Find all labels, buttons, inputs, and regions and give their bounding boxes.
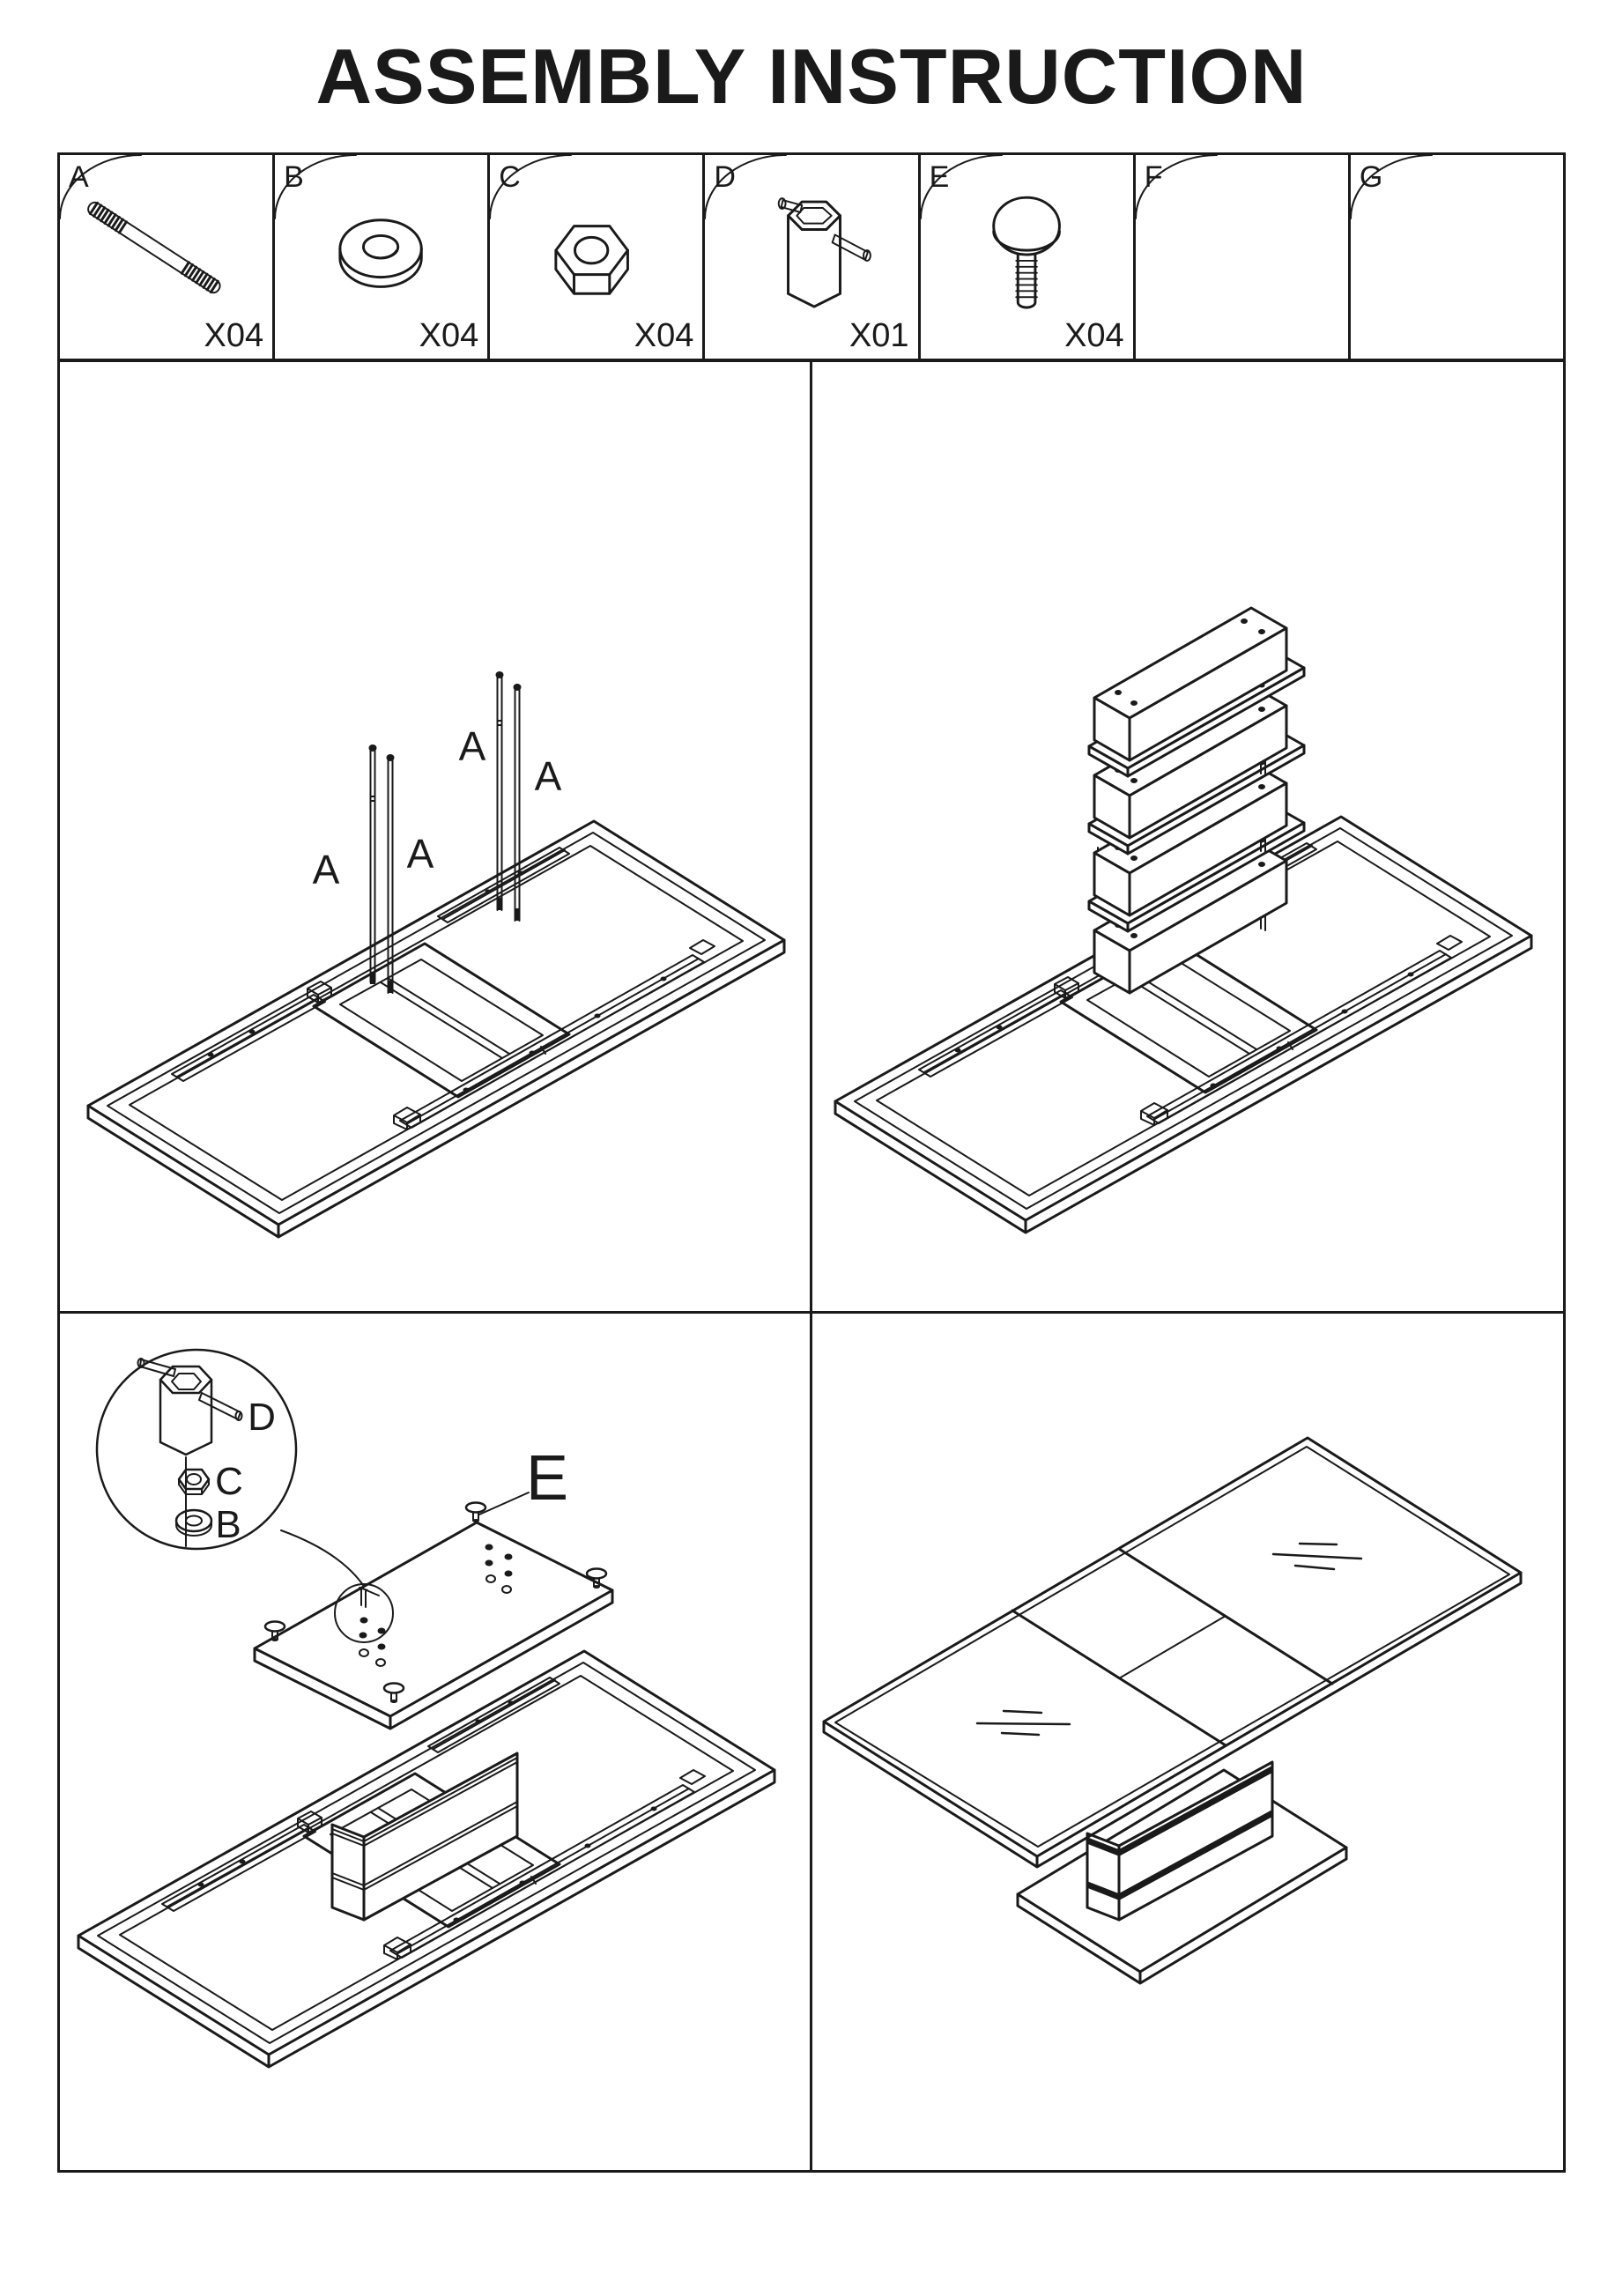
detail-magnifier-circle [97,1350,363,1585]
part-label: A [69,160,89,194]
callout-leader-line [479,1492,529,1515]
page-title: ASSEMBLY INSTRUCTION [315,33,1308,120]
part-count: X04 [419,317,479,354]
step-panel-4 [814,1312,1566,2173]
step-panel-1 [59,361,811,1312]
part-label: E [929,160,950,194]
parts-table [57,152,1566,361]
part-cell-e [918,155,1133,359]
part-cell-f [1133,155,1348,359]
part-callout-d: D [248,1396,276,1439]
part-label: D [714,160,736,194]
part-cell-g [1348,155,1563,359]
part-count: X04 [1064,317,1124,354]
step-4-diagram [814,1312,1566,2173]
part-callout-e: E [525,1443,569,1514]
part-callout-a: A [406,831,434,877]
threaded-rod [514,684,522,921]
step-panel-2 [814,361,1566,1312]
base-plate [255,1503,612,1729]
part-label: B [284,160,304,194]
part-callout-c: C [215,1460,243,1503]
part-callout-a: A [458,723,486,769]
step-2-diagram [814,361,1566,1312]
part-cell-a [60,155,272,359]
part-cell-b [272,155,487,359]
part-label: G [1359,160,1383,194]
part-callout-a: A [534,753,562,799]
part-cell-d [702,155,917,359]
part-callout-b: B [215,1503,241,1546]
part-cell-c [487,155,702,359]
step-3-diagram [59,1312,811,2173]
part-label: F [1144,160,1163,194]
part-count: X04 [204,317,264,354]
pedestal-stack-exploded [1089,608,1304,993]
part-count: X04 [634,317,694,354]
part-count: X01 [849,317,909,354]
threaded-rod [369,744,377,984]
part-callout-a: A [312,847,340,892]
step-panel-3 [59,1312,811,2173]
part-label: C [499,160,521,194]
threaded-rod [387,754,395,993]
step-1-diagram [59,361,811,1312]
